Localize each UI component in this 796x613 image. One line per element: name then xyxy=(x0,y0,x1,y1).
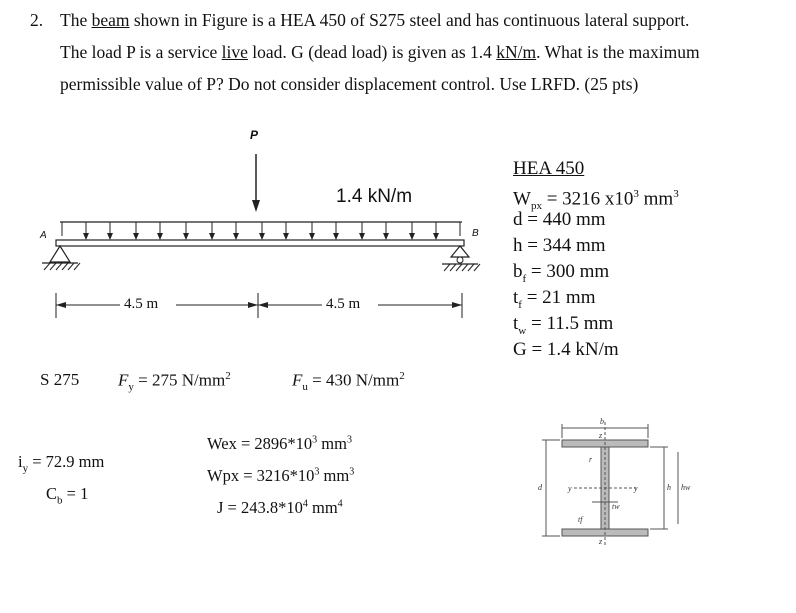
fig-h: h xyxy=(667,483,671,492)
section-tf: $t_f = 21$ mm xyxy=(513,287,596,311)
section-title: HEA 450 xyxy=(513,158,585,179)
question-line-3: permissible value of P? Do not consider displacement control. Use LRFD. (25 pts) xyxy=(60,74,639,94)
prop-iy: $i_y = 72.9$ mm xyxy=(18,452,105,475)
prop-cb: $C_b = 1$ xyxy=(46,484,89,507)
section-g: G = 1.4 kN/m xyxy=(513,339,619,360)
span-left-label: 4.5 m xyxy=(124,296,159,312)
section-d: d = 440 mm xyxy=(513,209,606,230)
link-live[interactable]: live xyxy=(221,42,248,62)
fig-y-right: y xyxy=(634,484,638,493)
fig-r: r xyxy=(589,455,593,464)
prop-wpx: Wpx = $3216*10^3$ $mm^3$ xyxy=(207,466,355,485)
text: . What is the maximum xyxy=(536,42,700,62)
material-fy: $F_y = 275$ $N/mm^2$ xyxy=(118,370,231,394)
prop-wex: Wex = $2896*10^3$ $mm^3$ xyxy=(207,434,352,453)
section-tw: $t_w = 11.5$ mm xyxy=(513,313,614,337)
section-wpx: $W_{px} = 3216$ $x10^3$ $mm^3$ xyxy=(513,188,679,213)
text: The load P is a service xyxy=(60,42,222,62)
text: The xyxy=(60,10,92,30)
support-a-label: A xyxy=(40,230,47,241)
fig-z-top: z xyxy=(599,431,603,440)
fig-z-bottom: z xyxy=(599,537,603,546)
fig-b: b xyxy=(600,417,604,426)
support-b-label: B xyxy=(472,228,479,239)
fig-y-left: y xyxy=(568,484,572,493)
question-number: 2. xyxy=(30,10,44,30)
distributed-load-label: 1.4 kN/m xyxy=(336,186,413,207)
material-fu: $F_u = 430$ $N/mm^2$ xyxy=(292,370,405,394)
section-bf: $b_f = 300$ mm xyxy=(513,261,610,285)
material-grade: S 275 xyxy=(40,370,80,389)
text: shown in Figure is a HEA 450 of S275 steel and has continuous lateral support. xyxy=(129,10,690,30)
link-kn-m[interactable]: kN/m xyxy=(496,42,537,62)
point-load-label: P xyxy=(250,128,259,142)
prop-j: $J = 243.8*10^4$ $mm^4$ xyxy=(217,498,343,517)
fig-tw: tw xyxy=(612,502,620,511)
link-beam[interactable]: beam xyxy=(91,10,130,30)
fig-hw: hw xyxy=(681,483,691,492)
span-right-label: 4.5 m xyxy=(326,296,361,312)
section-h: h = 344 mm xyxy=(513,235,606,256)
text: load. G (dead load) is given as 1.4 xyxy=(247,42,497,62)
fig-tf: tf xyxy=(578,515,583,524)
fig-d: d xyxy=(538,483,542,492)
